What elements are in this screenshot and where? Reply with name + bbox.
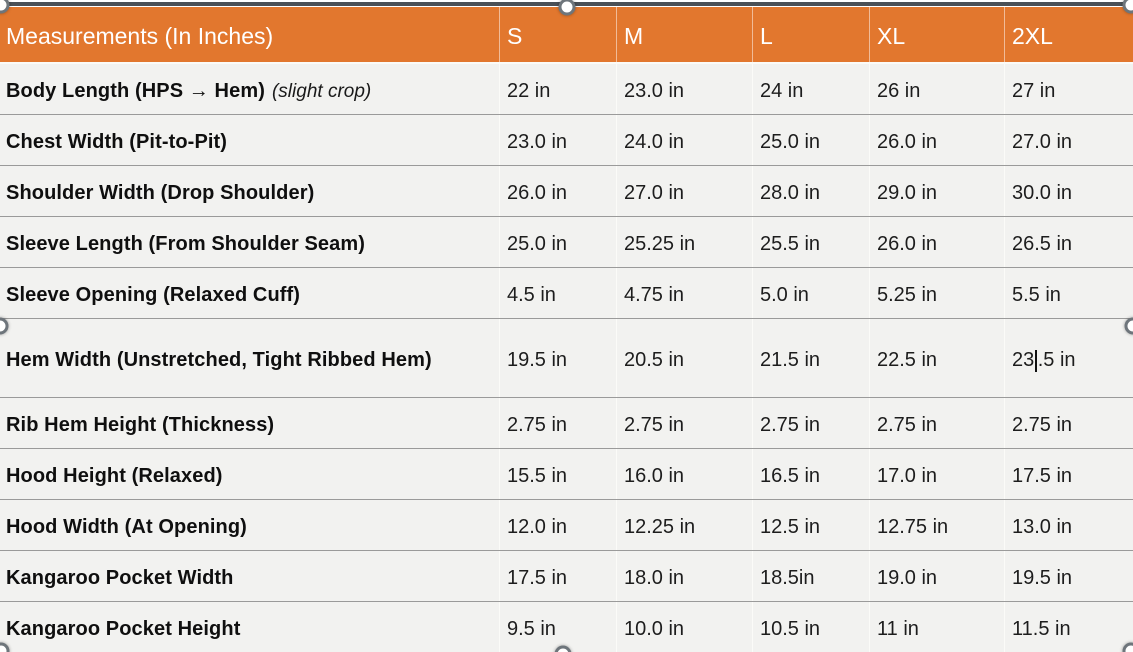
value-cell-s[interactable]: 19.5 in bbox=[499, 319, 616, 397]
header-size-cell-xl[interactable]: XL bbox=[869, 7, 1004, 62]
value-cell-2xl[interactable]: 5.5 in bbox=[1004, 268, 1133, 318]
measurement-label: Hood Height (Relaxed) bbox=[6, 465, 223, 487]
value-cell-2xl[interactable]: 17.5 in bbox=[1004, 449, 1133, 499]
value-cell-s[interactable]: 26.0 in bbox=[499, 166, 616, 216]
value-cell-xl[interactable]: 26 in bbox=[869, 64, 1004, 114]
table-row bbox=[0, 64, 1133, 114]
value-cell-m[interactable]: 18.0 in bbox=[616, 551, 752, 601]
value-cell-s[interactable]: 23.0 in bbox=[499, 115, 616, 165]
header-title-cell[interactable]: Measurements (In Inches) bbox=[6, 22, 274, 49]
measurement-label-cell[interactable] bbox=[0, 602, 499, 652]
header-size-cell-2xl[interactable]: 2XL bbox=[1004, 7, 1133, 62]
value-cell-s[interactable]: 15.5 in bbox=[499, 449, 616, 499]
value-cell-2xl[interactable]: 27 in bbox=[1004, 64, 1133, 114]
value-cell-l[interactable]: 16.5 in bbox=[752, 449, 869, 499]
measurement-label: Hood Width (At Opening) bbox=[6, 516, 247, 538]
value-cell-xl[interactable]: 17.0 in bbox=[869, 449, 1004, 499]
measurement-label: Shoulder Width (Drop Shoulder) bbox=[6, 182, 315, 204]
value-cell-l[interactable]: 5.0 in bbox=[752, 268, 869, 318]
value-cell-m[interactable]: 27.0 in bbox=[616, 166, 752, 216]
measurement-label-cell[interactable] bbox=[0, 398, 499, 448]
value-cell-l[interactable]: 25.0 in bbox=[752, 115, 869, 165]
text-cursor bbox=[1035, 350, 1037, 372]
value-cell-m[interactable]: 20.5 in bbox=[616, 319, 752, 397]
value-cell-s[interactable]: 4.5 in bbox=[499, 268, 616, 318]
measurement-label: Rib Hem Height (Thickness) bbox=[6, 414, 275, 436]
value-cell-m[interactable]: 2.75 in bbox=[616, 398, 752, 448]
table-row bbox=[0, 216, 1133, 267]
header-size-cell-s[interactable]: S bbox=[499, 7, 616, 62]
measurement-label: Body Length (HPS → Hem) bbox=[6, 80, 265, 102]
value-cell-l[interactable]: 25.5 in bbox=[752, 217, 869, 267]
value-cell-xl[interactable]: 5.25 in bbox=[869, 268, 1004, 318]
value-cell-2xl[interactable]: 26.5 in bbox=[1004, 217, 1133, 267]
measurement-label-cell[interactable] bbox=[0, 319, 499, 397]
value-cell-l[interactable]: 24 in bbox=[752, 64, 869, 114]
measurement-label-cell[interactable] bbox=[0, 115, 499, 165]
value-cell-xl[interactable]: 29.0 in bbox=[869, 166, 1004, 216]
value-cell-2xl[interactable]: 27.0 in bbox=[1004, 115, 1133, 165]
size-chart-table bbox=[0, 7, 1133, 652]
table-row bbox=[0, 550, 1133, 601]
value-cell-m[interactable]: 4.75 in bbox=[616, 268, 752, 318]
value-cell-l[interactable]: 10.5 in bbox=[752, 602, 869, 652]
value-cell-m[interactable]: 10.0 in bbox=[616, 602, 752, 652]
value-cell-xl[interactable]: 12.75 in bbox=[869, 500, 1004, 550]
value-cell-l[interactable]: 2.75 in bbox=[752, 398, 869, 448]
measurement-label-cell[interactable] bbox=[0, 268, 499, 318]
measurement-label: Kangaroo Pocket Height bbox=[6, 618, 241, 640]
value-cell-s[interactable]: 17.5 in bbox=[499, 551, 616, 601]
value-cell-l[interactable]: 28.0 in bbox=[752, 166, 869, 216]
value-cell-2xl[interactable]: 19.5 in bbox=[1004, 551, 1133, 601]
measurement-label-cell[interactable] bbox=[0, 551, 499, 601]
measurement-label: Hem Width (Unstretched, Tight Ribbed Hem) bbox=[6, 349, 432, 371]
value-cell-xl[interactable]: 11 in bbox=[869, 602, 1004, 652]
table-row bbox=[0, 318, 1133, 397]
value-cell-s[interactable]: 25.0 in bbox=[499, 217, 616, 267]
value-cell-l[interactable]: 21.5 in bbox=[752, 319, 869, 397]
measurement-label: Sleeve Opening (Relaxed Cuff) bbox=[6, 284, 301, 306]
value-cell-xl[interactable]: 26.0 in bbox=[869, 115, 1004, 165]
resize-handle-bottom-right[interactable] bbox=[1123, 643, 1133, 652]
value-cell-m[interactable]: 16.0 in bbox=[616, 449, 752, 499]
header-size-cell-l[interactable]: L bbox=[752, 7, 869, 62]
caret-text-after: .5 in bbox=[1037, 349, 1076, 371]
measurement-label-cell[interactable] bbox=[0, 64, 499, 114]
table-row bbox=[0, 397, 1133, 448]
measurement-label: Kangaroo Pocket Width bbox=[6, 567, 234, 589]
value-cell-2xl[interactable]: 13.0 in bbox=[1004, 500, 1133, 550]
table-row bbox=[0, 165, 1133, 216]
header-size-cell-m[interactable]: M bbox=[616, 7, 752, 62]
table-row bbox=[0, 499, 1133, 550]
measurement-label-cell[interactable] bbox=[0, 217, 499, 267]
value-cell-s[interactable]: 9.5 in bbox=[499, 602, 616, 652]
value-cell-l[interactable]: 18.5in bbox=[752, 551, 869, 601]
value-cell-xl[interactable]: 19.0 in bbox=[869, 551, 1004, 601]
measurement-label-cell[interactable] bbox=[0, 166, 499, 216]
table-row bbox=[0, 448, 1133, 499]
value-cell-m[interactable]: 12.25 in bbox=[616, 500, 752, 550]
measurement-label: Sleeve Length (From Shoulder Seam) bbox=[6, 233, 366, 255]
value-cell-l[interactable]: 12.5 in bbox=[752, 500, 869, 550]
table-row bbox=[0, 601, 1133, 652]
value-cell-2xl[interactable] bbox=[1004, 319, 1133, 397]
table-header-row bbox=[0, 7, 1133, 64]
value-cell-m[interactable]: 25.25 in bbox=[616, 217, 752, 267]
value-cell-s[interactable]: 22 in bbox=[499, 64, 616, 114]
table-row bbox=[0, 267, 1133, 318]
value-cell-m[interactable]: 24.0 in bbox=[616, 115, 752, 165]
value-cell-2xl[interactable]: 30.0 in bbox=[1004, 166, 1133, 216]
value-cell-xl[interactable]: 22.5 in bbox=[869, 319, 1004, 397]
value-cell-xl[interactable]: 2.75 in bbox=[869, 398, 1004, 448]
value-cell-s[interactable]: 2.75 in bbox=[499, 398, 616, 448]
value-cell-2xl[interactable]: 11.5 in bbox=[1004, 602, 1133, 652]
value-cell-m[interactable]: 23.0 in bbox=[616, 64, 752, 114]
caret-text-before: 23 bbox=[1012, 349, 1035, 371]
value-cell-s[interactable]: 12.0 in bbox=[499, 500, 616, 550]
measurement-label-cell[interactable] bbox=[0, 449, 499, 499]
measurement-note: (slight crop) bbox=[271, 80, 372, 102]
value-cell-xl[interactable]: 26.0 in bbox=[869, 217, 1004, 267]
measurement-label: Chest Width (Pit-to-Pit) bbox=[6, 131, 228, 153]
value-cell-2xl[interactable]: 2.75 in bbox=[1004, 398, 1133, 448]
table-row bbox=[0, 114, 1133, 165]
measurement-label-cell[interactable] bbox=[0, 500, 499, 550]
